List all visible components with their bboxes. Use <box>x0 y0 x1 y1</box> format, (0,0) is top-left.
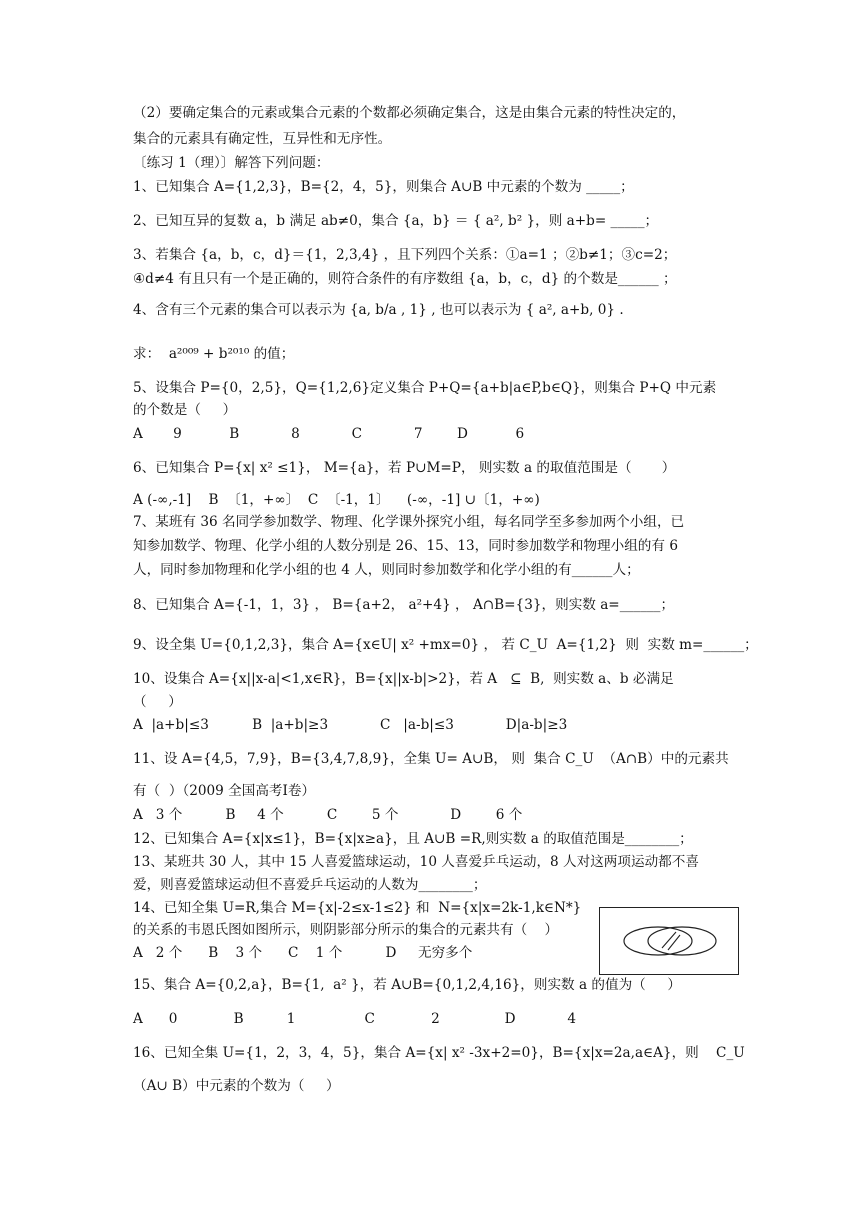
note-line-2: 集合的元素具有确定性，互异性和无序性。 <box>133 131 392 147</box>
question-6: 6、已知集合 P={x| x² ≤1}， M={a}，若 P∪M=P， 则实数 a 的取值范围是（ ） <box>133 460 676 476</box>
question-7-line-3: 人，同时参加物理和化学小组的也 4 人，则同时参加数学和化学小组的有______人； <box>133 562 640 578</box>
exercise-heading: 〔练习 1（理）〕解答下列问题： <box>133 155 330 171</box>
question-11-line-1: 11、设 A={4,5，7,9}，B={3,4,7,8,9}，全集 U= A∪B， 则 集合 C_U （A∩B）中的元素共 <box>133 751 729 767</box>
shading-line-1 <box>662 932 676 948</box>
question-12: 12、已知集合 A={x|x≤1}，B={x|x≥a}，且 A∪B =R,则实数 a 的取值范围是________； <box>133 831 693 847</box>
question-13-line-2: 爱，则喜爱篮球运动但不喜爱乒乓运动的人数为________； <box>133 877 487 893</box>
question-5-line-1: 5、设集合 P={0，2,5}，Q={1,2,6}定义集合 P+Q={a+b|a∈P,b∈Q}，则集合 P+Q 中元素 <box>133 380 717 396</box>
question-11-line-2: 有（ ）（2009 全国高考Ⅰ卷） <box>133 783 316 799</box>
question-5-options: A 9 B 8 C 7 D 6 <box>133 426 525 442</box>
question-14-options: A 2 个 B 3 个 C 1 个 D 无穷多个 <box>133 945 473 961</box>
venn-diagram <box>599 907 739 975</box>
question-5-line-2: 的个数是（ ） <box>133 402 237 418</box>
question-8: 8、已知集合 A={-1，1，3} ， B={a+2， a²+4} ， A∩B={3}，则实数 a=______； <box>133 597 675 613</box>
question-14-line-2: 的关系的韦恩氏图如图所示，则阴影部分所示的集合的元素共有（ ） <box>133 922 559 938</box>
shading-line-2 <box>668 935 680 950</box>
question-10-options: A |a+b|≤3 B |a+b|≥3 C |a-b|≤3 D|a-b|≥3 <box>133 717 568 733</box>
question-6-options: A (-∞,-1] B 〔1，+∞〕 C 〔-1，1〕 (-∞，-1] ∪〔1，+∞) <box>133 492 540 508</box>
question-3-line-1: 3、若集合 {a，b，c，d}＝{1，2,3,4} ，且下列四个关系：①a=1 ；②b≠1；③c=2； <box>133 247 677 263</box>
question-16-line-1: 16、已知全集 U={1，2，3，4，5}，集合 A={x| x² -3x+2=0}，B={x|x=2a,a∈A}，则 C_U <box>133 1045 745 1061</box>
question-7-line-1: 7、某班有 36 名同学参加数学、物理、化学课外探究小组，每名同学至多参加两个小组，已 <box>133 514 685 530</box>
question-16-line-2: （A∪ B）中元素的个数为（ ） <box>133 1078 340 1094</box>
note-line-1: （2）要确定集合的元素或集合元素的个数都必须确定集合，这是由集合元素的特性决定的， <box>133 105 686 121</box>
question-9: 9、设全集 U={0,1,2,3}，集合 A={x∈U| x² +mx=0} ， 若 C_U A={1,2} 则 实数 m=______； <box>133 637 758 653</box>
question-15: 15、集合 A={0,2,a}，B={1, a² }，若 A∪B={0,1,2,4,16}，则实数 a 的值为（ ） <box>133 977 681 993</box>
question-4: 4、含有三个元素的集合可以表示为 {a, b/a , 1} , 也可以表示为 { a², a+b, 0} . <box>133 302 624 318</box>
question-10-line-1: 10、设集合 A={x||x-a|<1,x∈R}，B={x||x-b|>2}，若 A ⊆ B, 则实数 a、b 必满足 <box>133 671 674 687</box>
question-3-line-2: ④d≠4 有且只有一个是正确的，则符合条件的有序数组 {a，b，c，d} 的个数是______ ； <box>133 271 677 287</box>
question-2: 2、已知互异的复数 a，b 满足 ab≠0，集合 {a，b} ＝ { a², b² }，则 a+b= _____； <box>133 213 659 229</box>
question-10-line-2: （ ） <box>133 694 182 710</box>
question-14-line-1: 14、已知全集 U=R,集合 M={x|-2≤x-1≤2} 和 N={x|x=2k-1,k∈N*} <box>133 900 582 916</box>
venn-diagram-svg <box>600 908 740 976</box>
question-7-line-2: 知参加数学、物理、化学小组的人数分别是 26、15、13，同时参加数学和物理小组的有 6 <box>133 538 678 554</box>
question-13-line-1: 13、某班共 30 人，其中 15 人喜爱篮球运动，10 人喜爱乒乓运动，8 人对这两项运动都不喜 <box>133 854 699 870</box>
question-15-options: A 0 B 1 C 2 D 4 <box>133 1011 576 1027</box>
question-11-options: A 3 个 B 4 个 C 5 个 D 6 个 <box>133 807 523 823</box>
question-4-ask: 求： a²⁰⁰⁹ + b²⁰¹⁰ 的值； <box>133 346 295 362</box>
question-1: 1、已知集合 A={1,2,3}，B={2，4，5}，则集合 A∪B 中元素的个数为 _____； <box>133 179 634 195</box>
